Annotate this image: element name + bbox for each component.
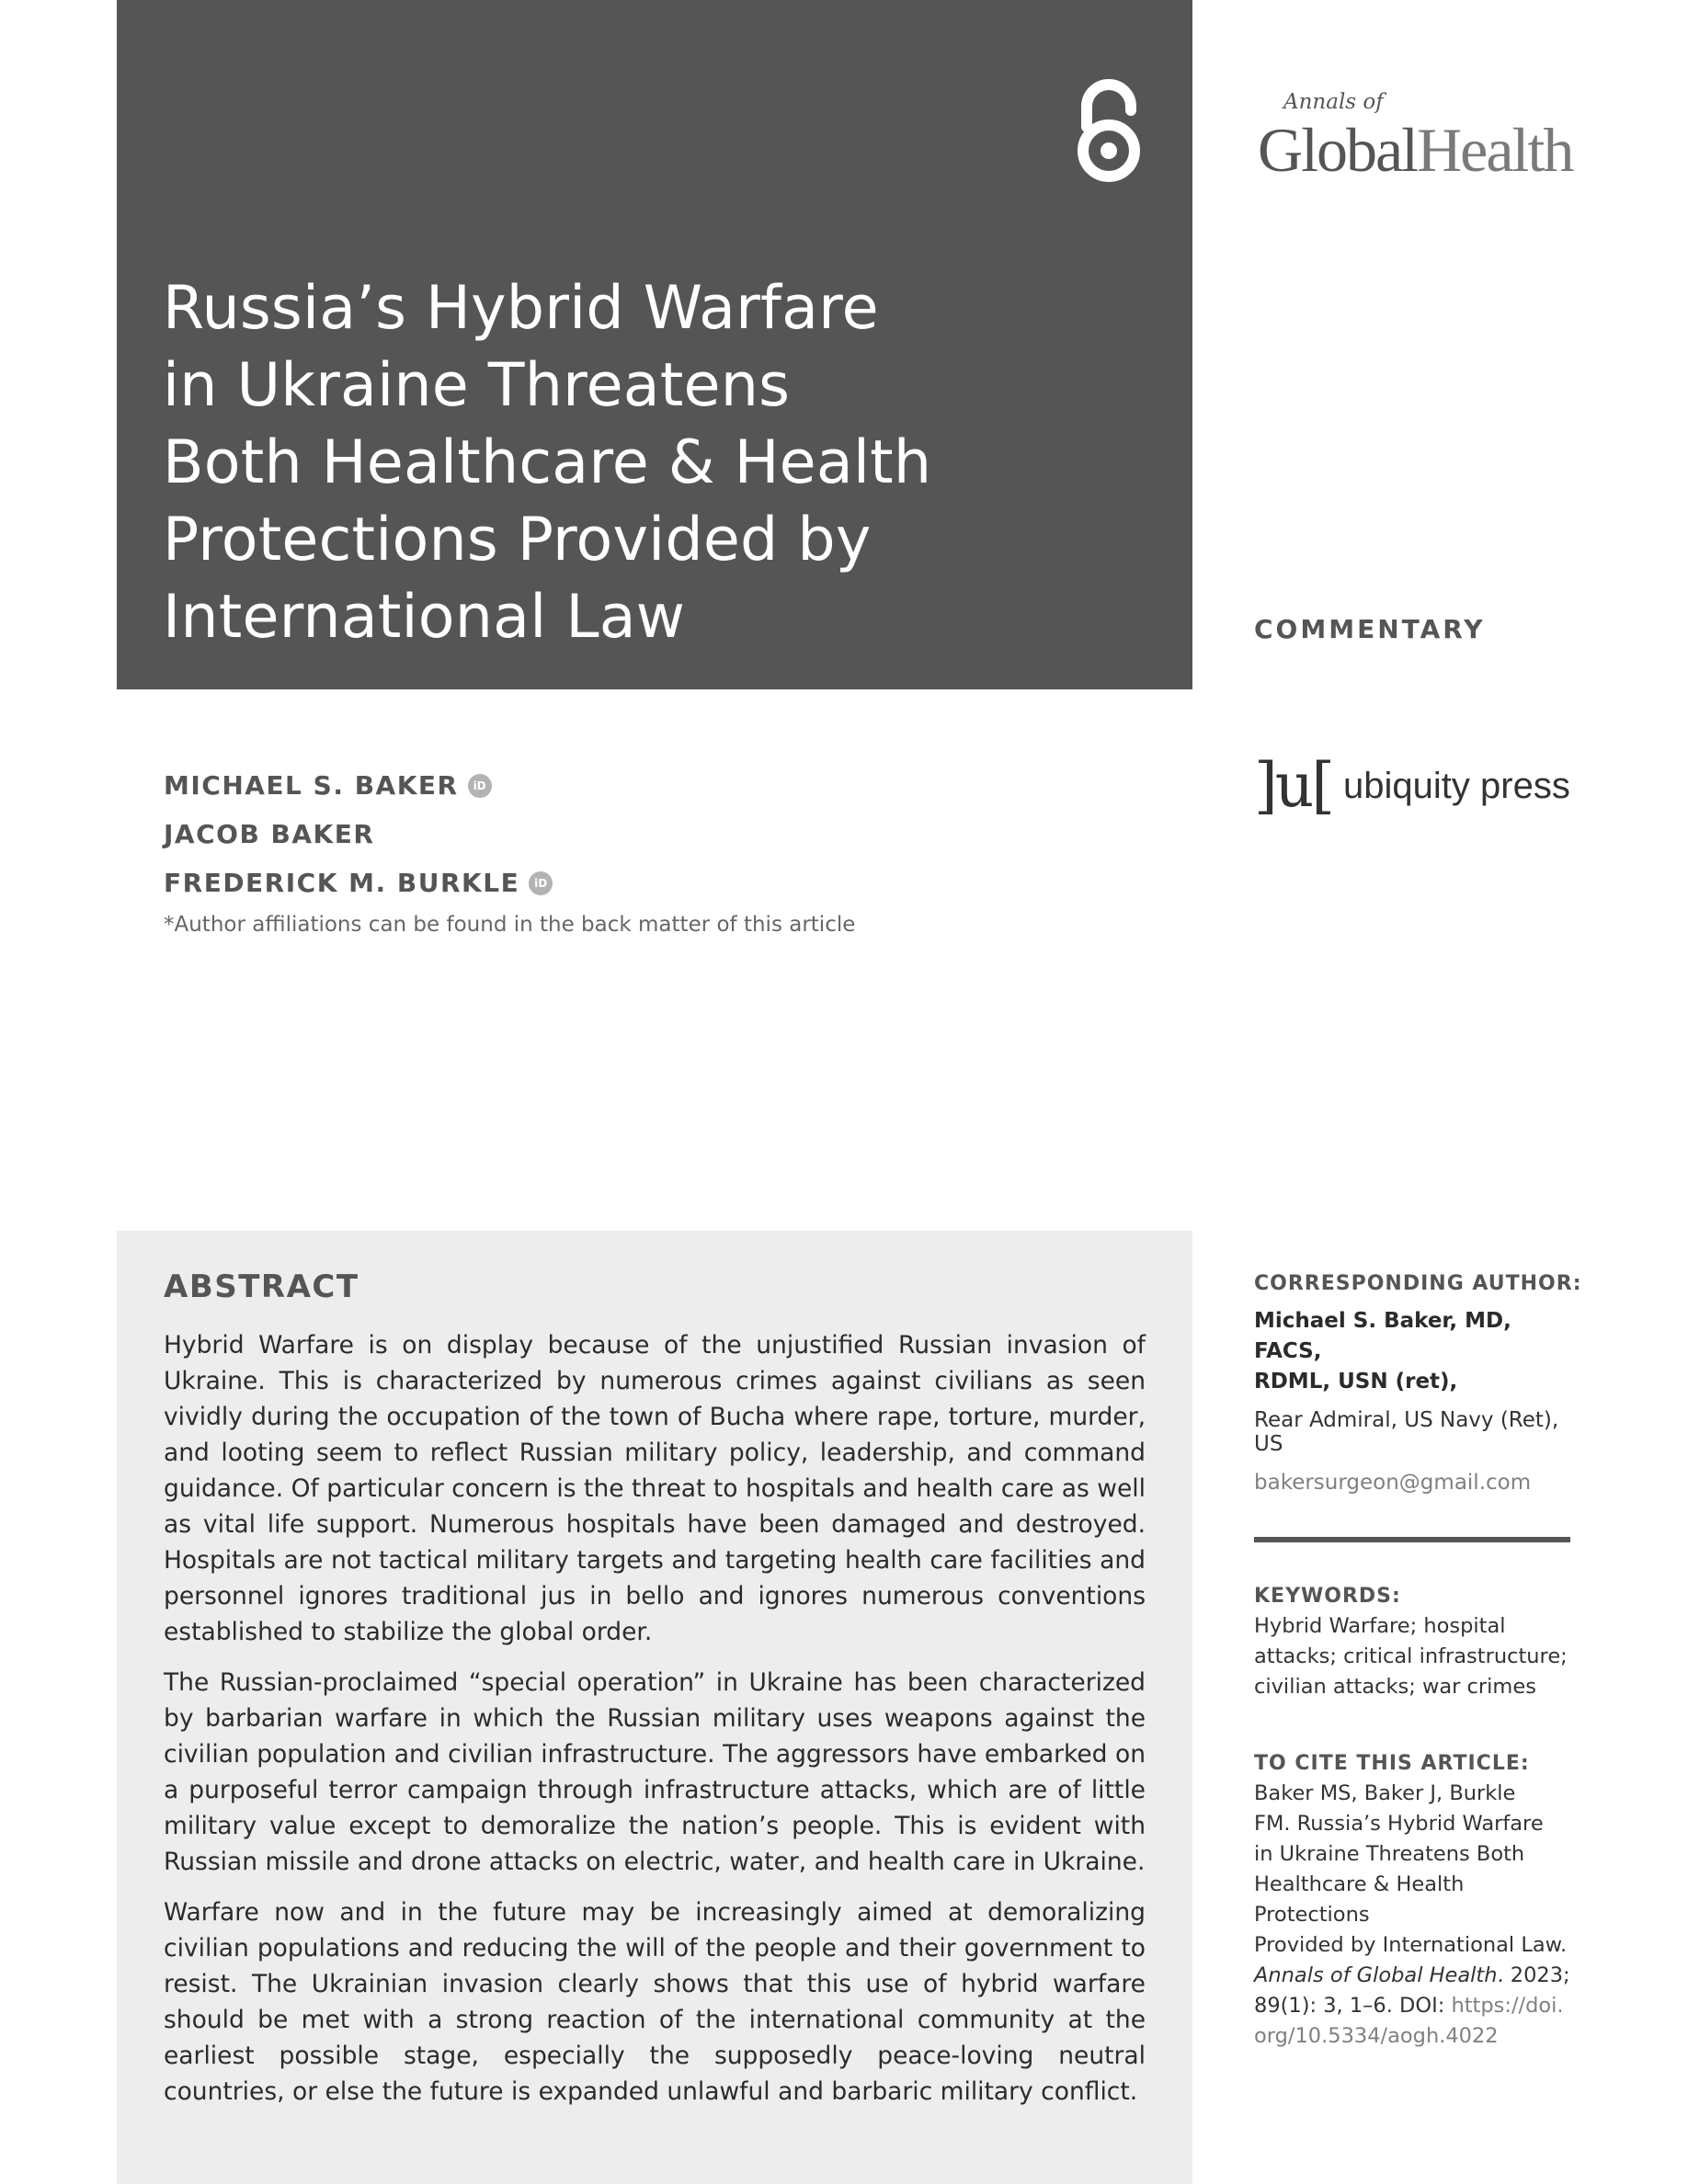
abstract-body <box>164 1327 1146 2124</box>
citation-label: TO CITE THIS ARTICLE: <box>1254 1752 1530 1775</box>
abstract-paragraph: The Russian-proclaimed “special operation” in Ukraine has been characterized by barbarian warfare in which the Russian military uses weapons against the civilian population and civilian infrastructure. The aggressors have embarked on a purposeful terror campaign through infrastructure attacks, which are of little military value except to demoralize the nation’s people. This is evident with Russian missile and drone attacks on electric, water, and health care in Ukraine. <box>164 1668 1146 1876</box>
keywords-section <box>1254 1585 1585 1702</box>
citation-line: Healthcare & Health Protections <box>1254 1872 1465 1927</box>
doi-link[interactable]: https://doi. <box>1451 1994 1564 2018</box>
article-sidebar <box>1254 1272 1585 2052</box>
citation-volume: 89(1): 3, 1–6. DOI: <box>1254 1994 1452 2018</box>
journal-logo-health: Health <box>1417 115 1573 185</box>
orcid-icon[interactable]: iD <box>468 774 492 798</box>
author-name: MICHAEL S. BAKER <box>164 770 459 801</box>
article-type-label: COMMENTARY <box>1254 614 1486 644</box>
orcid-icon[interactable]: iD <box>529 871 553 895</box>
abstract-paragraph: Warfare now and in the future may be increasingly aimed at demoralizing civilian populations and reducing the will of the people and their government to resist. The Ukrainian invasion clearly shows that this use of hybrid warfare should be met with a strong reaction of the international community at the earliest possible stage, especially the supposedly peace-loving neutral countries, or else the future is expanded unlawful and barbaric military conflict. <box>164 1898 1146 2106</box>
author-name: JACOB BAKER <box>164 819 375 849</box>
citation-journal: Annals of Global Health <box>1254 1963 1498 1987</box>
keywords-line: Hybrid Warfare; hospital <box>1254 1614 1506 1638</box>
journal-logo-global: Global <box>1258 115 1418 185</box>
author-list <box>164 761 553 907</box>
doi-link-continued[interactable]: org/10.5334/aogh.4022 <box>1254 2024 1499 2048</box>
abstract-paragraph: Hybrid Warfare is on display because of the unjustified Russian invasion of Ukraine. This is characterized by numerous crimes against civilians as seen vividly during the occupation of the town of Bucha where rape, torture, murder, and looting seem to reflect Russian military policy, leadership, and command guidance. Of particular concern is the threat to hospitals and health care as well as vital life support. Numerous hospitals have been damaged and destroyed. Hospitals are not tactical military targets and targeting health care facilities and personnel ignores traditional jus in bello and ignores numerous conventions established to stabilize the global order. <box>164 1331 1146 1646</box>
publisher-logo <box>1254 750 1570 821</box>
citation-line: FM. Russia’s Hybrid Warfare <box>1254 1812 1544 1836</box>
publisher-mark-icon: ]u[ <box>1254 750 1333 821</box>
corresponding-author-name <box>1254 1306 1585 1397</box>
keywords-text <box>1254 1611 1585 1702</box>
title-line: International Law <box>163 583 686 652</box>
title-line: in Ukraine Threatens <box>163 351 791 420</box>
journal-logo <box>1258 114 1572 187</box>
title-line: Both Healthcare & Health <box>163 428 932 497</box>
article-title <box>163 270 1082 656</box>
author-name: FREDERICK M. BURKLE <box>164 868 520 898</box>
corresponding-name-line: Michael S. Baker, MD, FACS, <box>1254 1309 1511 1363</box>
author-item <box>164 810 553 859</box>
author-item <box>164 859 553 907</box>
title-line: Russia’s Hybrid Warfare <box>163 274 879 343</box>
abstract-heading: ABSTRACT <box>164 1268 359 1305</box>
citation-line: in Ukraine Threatens Both <box>1254 1842 1525 1866</box>
keywords-line: attacks; critical infrastructure; <box>1254 1644 1568 1668</box>
corresponding-author-label: CORRESPONDING AUTHOR: <box>1254 1272 1582 1295</box>
title-line: Protections Provided by <box>163 506 872 574</box>
citation-line: Baker MS, Baker J, Burkle <box>1254 1781 1516 1805</box>
sidebar-divider <box>1254 1537 1570 1542</box>
keywords-line: civilian attacks; war crimes <box>1254 1675 1536 1699</box>
keywords-label: KEYWORDS: <box>1254 1585 1401 1608</box>
citation-year: . 2023; <box>1497 1963 1570 1987</box>
corresponding-author-email-link[interactable]: bakersurgeon@gmail.com <box>1254 1471 1532 1495</box>
citation-line: Provided by International Law. <box>1254 1933 1568 1957</box>
author-item <box>164 761 553 810</box>
citation-section <box>1254 1752 1585 2052</box>
corresponding-author-role: Rear Admiral, US Navy (Ret), US <box>1254 1408 1559 1456</box>
corresponding-name-line: RDML, USN (ret), <box>1254 1370 1458 1393</box>
open-access-lock-icon <box>1074 79 1144 188</box>
publisher-name: ubiquity press <box>1343 765 1570 806</box>
citation-text <box>1254 1779 1585 2052</box>
affiliations-note: *Author affiliations can be found in the back matter of this article <box>164 913 856 937</box>
journal-logo-annals: Annals of <box>1283 90 1384 114</box>
